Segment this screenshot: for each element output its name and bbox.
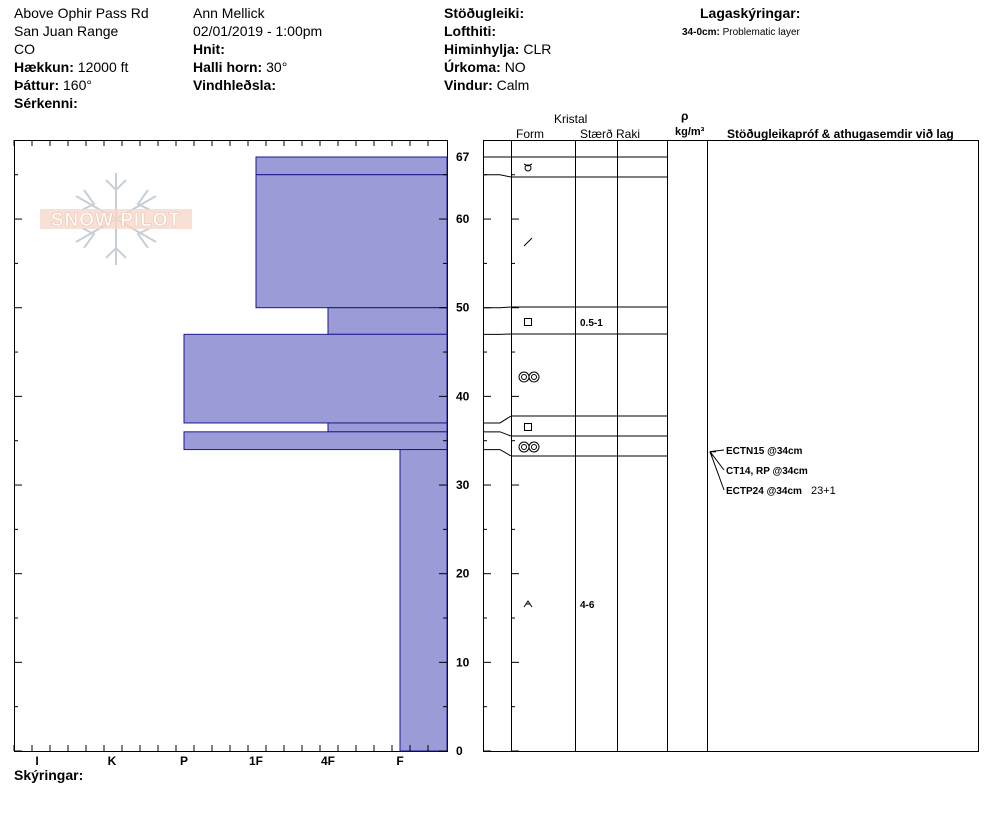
y-tick-label: 0 [456, 744, 463, 758]
crystal-square [525, 319, 532, 326]
crystal-circle [529, 442, 539, 452]
size-header: Stærð [580, 127, 613, 141]
crystal-circle [519, 442, 529, 452]
layer-note-range: 34-0cm: [682, 27, 720, 38]
layer-connector [483, 307, 511, 308]
wind-label: Vindur: [444, 77, 493, 93]
x-tick-label: F [396, 754, 404, 768]
comments-header: Stöðugleikapróf & athugasemdir við lag [727, 127, 954, 141]
stability-test-label: ECTP24 @34cm [726, 486, 802, 497]
melt-forms-icon [519, 442, 539, 452]
state: CO [14, 41, 35, 57]
y-tick-label: 40 [456, 389, 470, 404]
crystal-square [525, 424, 532, 431]
test-arrow-line [710, 452, 724, 490]
wind-value: Calm [496, 77, 530, 93]
air-temp-label: Lofthiti: [444, 23, 497, 39]
stability-label: Stöðugleiki: [444, 5, 525, 21]
crystal-circle [532, 375, 537, 380]
layer-connector [483, 175, 511, 177]
melt-forms-icon [519, 372, 539, 382]
hardness-bar [400, 450, 447, 751]
crystal-circle [522, 445, 527, 450]
x-tick-label: I [35, 754, 39, 768]
layer-connector [483, 432, 511, 436]
precip-particle-icon [524, 164, 532, 171]
crystal-slash [524, 238, 532, 246]
elevation-label: Hækkun: [14, 59, 74, 75]
y-tick-label: 20 [456, 566, 470, 581]
y-tick-label: 60 [456, 212, 470, 227]
aspect-value: 160° [63, 77, 92, 93]
layer-connector [483, 416, 511, 423]
hardness-bars [184, 157, 447, 751]
date-time: 02/01/2019 - 1:00pm [193, 23, 323, 39]
hardness-bar [184, 432, 447, 450]
footer-notes-label: Skýringar: [14, 767, 84, 783]
layer-notes-label: Lagaskýringar: [700, 5, 801, 21]
crystal-size-label: 4-6 [580, 600, 595, 611]
aspect-label: Þáttur: [14, 77, 60, 93]
hardness-bar [328, 423, 447, 432]
crystal-circle [519, 372, 529, 382]
rho-header: ρ [681, 109, 689, 123]
stability-tests [710, 446, 836, 497]
x-tick-label: 4F [320, 754, 336, 768]
hardness-bar [256, 175, 447, 308]
crystal-circle [522, 375, 527, 380]
mountain-range: San Juan Range [14, 23, 119, 39]
crystal-circle [529, 372, 539, 382]
sky-label: Himinhylja: [444, 41, 520, 57]
layer-connector [483, 450, 511, 456]
x-tick-label: P [179, 754, 189, 768]
crystal-header: Kristal [554, 112, 588, 126]
coords-label: Hnit: [193, 41, 225, 57]
observer: Ann Mellick [193, 5, 265, 21]
location-name: Above Ophir Pass Rd [14, 5, 149, 21]
crystal-caret [524, 601, 532, 607]
y-tick-label: 67 [456, 150, 470, 164]
sky-value: CLR [523, 41, 552, 57]
features-label: Sérkenni: [14, 95, 78, 111]
y-tick-label: 50 [456, 300, 470, 315]
decomposing-icon [524, 238, 532, 246]
logo-text: SNOW PILOT [50, 210, 182, 231]
hardness-bar [184, 334, 447, 423]
density-header: kg/m³ [675, 126, 705, 138]
y-tick-label: 30 [456, 478, 470, 493]
crystal-circle [532, 445, 537, 450]
stability-test-label: ECTN15 @34cm [726, 446, 803, 457]
layer-note-text: Problematic layer [722, 27, 800, 38]
hardness-bar [256, 157, 447, 175]
slope-value: 30° [266, 59, 288, 75]
crystal-size-label: 0.5-1 [580, 318, 603, 329]
moisture-header: Raki [616, 127, 641, 141]
test-arrow-line [710, 452, 724, 470]
x-tick-label: K [107, 754, 117, 768]
precip-label: Úrkoma: [444, 59, 501, 75]
wind-loading-label: Vindhleðsla: [193, 77, 276, 93]
x-tick-label: 1F [248, 754, 264, 768]
hardness-bar [328, 308, 447, 335]
elevation-value: 12000 ft [77, 59, 129, 75]
precip-value: NO [504, 59, 526, 75]
faceted-icon [525, 424, 532, 431]
snowpilot-logo [40, 173, 192, 265]
stability-test-label: CT14, RP @34cm [726, 466, 808, 477]
stability-test-extra: 23+1 [811, 485, 836, 497]
depth-hoar-icon [524, 601, 532, 607]
slope-label: Halli horn: [193, 59, 263, 75]
faceted-icon [525, 319, 532, 326]
form-header: Form [516, 127, 544, 141]
y-tick-label: 10 [456, 655, 470, 670]
